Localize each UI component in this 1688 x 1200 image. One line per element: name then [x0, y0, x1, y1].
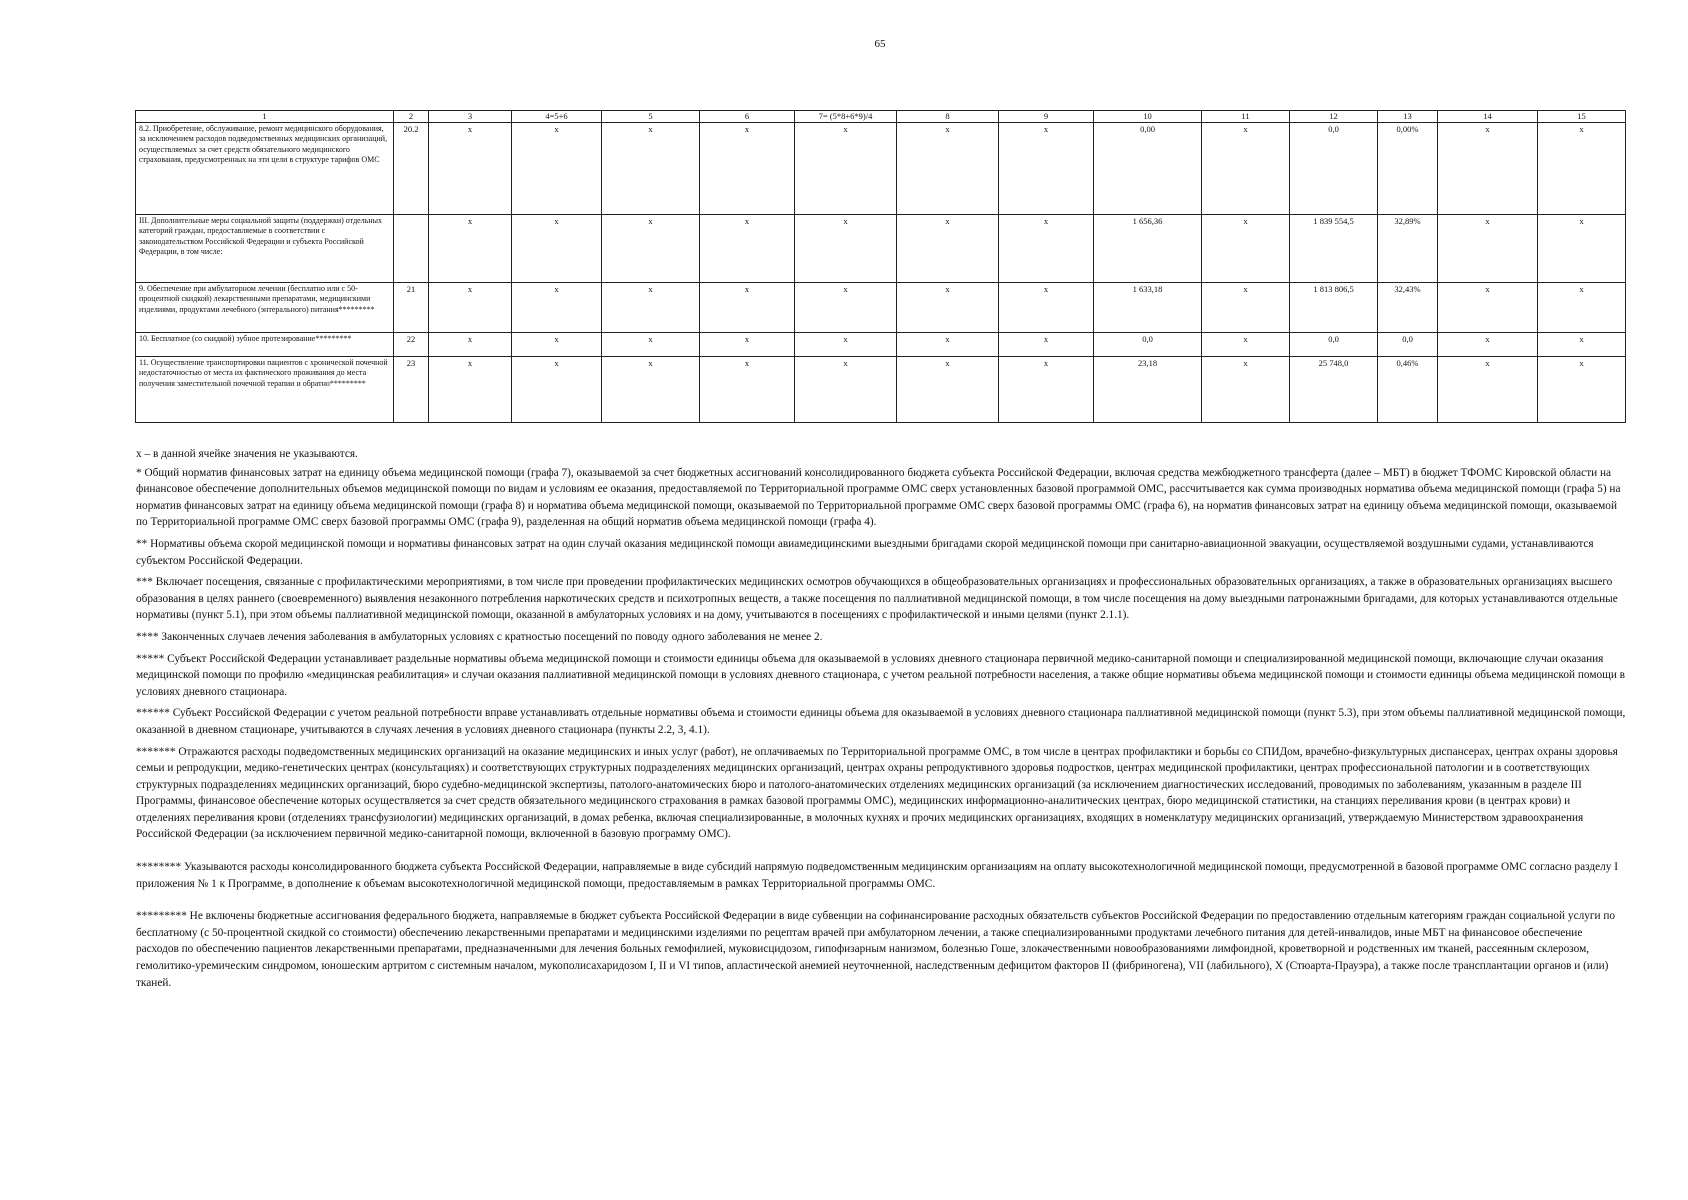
table-cell: х: [897, 214, 999, 282]
table-cell: х: [1538, 122, 1626, 214]
table-cell: 0,00: [1094, 122, 1202, 214]
row-name-cell: 11. Осуществление транспортировки пациентов с хронической почечной недостаточностью от места их фактического проживания до места получения заместительной почечной терапии и обратно*********: [136, 356, 394, 422]
table-row: [136, 214, 1626, 282]
column-header: 14: [1438, 111, 1538, 123]
column-header: 11: [1202, 111, 1290, 123]
column-header: 2: [394, 111, 429, 123]
table-cell: х: [1538, 282, 1626, 332]
footnote-1: * Общий норматив финансовых затрат на единицу объема медицинской помощи (графа 7), оказываемой за счет бюджетных ассигнований консолидированного бюджета субъекта Российской Федерации, включая средства межбюджетного трансферта (далее – МБТ) в бюджет ТФОМС Кировской области на финансовое обеспечение дополнительных объемов медицинской помощи по видам и условиям ее оказания, предоставляемой по Территориальной программе ОМС сверх установленных базовой программой ОМС, рассчитывается как сумма производных норматива объема медицинской помощи (графа 5) на норматив финансовых затрат на единицу объема медицинской помощи (графа 8) и норматива объема медицинской помощи, оказываемой по Территориальной программе ОМС сверх базовой программы ОМС (графа 6), на норматив финансовых затрат на единицу объема медицинской помощи, оказываемой по Территориальной программе ОМС сверх базовой программы ОМС (графа 9), разделенная на общий норматив объема медицинской помощи (графа 4).: [136, 466, 1621, 529]
table-cell: х: [999, 282, 1094, 332]
table-cell: х: [429, 214, 512, 282]
footnote-6: ****** Субъект Российской Федерации с учетом реальной потребности вправе устанавливать отдельные нормативы объема и стоимости единицы объема для оказываемой в условиях дневного стационара паллиативной медицинской помощи (пункт 5.3), при этом объемы паллиативной медицинской помощи, оказанной в дневном стационаре, учитываются в случаях лечения в условиях дневного стационара (пункты 2.2, 3, 4.1).: [136, 707, 1626, 736]
footnote-9: ********* Не включены бюджетные ассигнования федерального бюджета, направляемые в бюджет субъекта Российской Федерации в виде субвенции на софинансирование расходных обязательств субъектов Российской Федерации по предоставлению отдельным категориям граждан социальной услуги по бесплатному (с 50-процентной скидкой со стоимости) обеспечению лекарственными препаратами и медицинскими изделиями по рецептам врачей при амбулаторном лечении, а также специализированными продуктами лечебного питания для детей-инвалидов, иные МБТ на финансовое обеспечение расходов по обеспечению пациентов лекарственными препаратами, предназначенными для лечения больных гемофилией, муковисцидозом, гипофизарным нанизмом, болезнью Гоше, злокачественными новообразованиями лимфоидной, кроветворной и родственных им тканей, рассеянным склерозом, гемолитико-уремическим синдромом, юношеским артритом с системным началом, мукополисахаридозом I, II и VI типов, апластической анемией неуточненной, наследственным дефицитом факторов II (фибриногена), VII (лабильного), X (Стюарта-Прауэра), а также после трансплантации органов и (или) тканей.: [136, 910, 1616, 989]
table-cell: х: [429, 282, 512, 332]
footnote-4: **** Законченных случаев лечения заболевания в амбулаторных условиях с кратностью посещений по поводу одного заболевания не менее 2.: [136, 630, 823, 643]
table-cell: х: [999, 332, 1094, 356]
column-header: 15: [1538, 111, 1626, 123]
table-cell: 0,0: [1094, 332, 1202, 356]
table-cell: 1 633,18: [1094, 282, 1202, 332]
table-cell: х: [999, 122, 1094, 214]
table-cell: х: [512, 332, 602, 356]
table-row: [136, 122, 1626, 214]
table-cell: х: [700, 356, 795, 422]
row-name-cell: 9. Обеспечение при амбулаторном лечении (бесплатно или с 50-процентной скидкой) лекарственными препаратами, медицинскими изделиями, продуктами лечебного (энтерального) питания*********: [136, 282, 394, 332]
table-cell: 25 748,0: [1290, 356, 1378, 422]
footnote-x-legend: х – в данной ячейке значения не указываются.: [136, 448, 358, 460]
table-cell: [394, 214, 429, 282]
table-cell: 22: [394, 332, 429, 356]
table-cell: 0,46%: [1378, 356, 1438, 422]
column-header: 8: [897, 111, 999, 123]
table-cell: х: [1202, 332, 1290, 356]
table-cell: х: [897, 282, 999, 332]
column-header: 12: [1290, 111, 1378, 123]
table-cell: х: [700, 332, 795, 356]
table-row: [136, 356, 1626, 422]
table-cell: х: [1438, 214, 1538, 282]
table-cell: 0,0: [1290, 332, 1378, 356]
table-cell: 0,0: [1378, 332, 1438, 356]
table-cell: х: [700, 282, 795, 332]
table-cell: х: [429, 332, 512, 356]
table-cell: х: [999, 356, 1094, 422]
table-cell: 32,89%: [1378, 214, 1438, 282]
table-cell: х: [795, 282, 897, 332]
table-cell: х: [429, 356, 512, 422]
table-cell: х: [1438, 122, 1538, 214]
table-cell: х: [795, 356, 897, 422]
table-cell: 21: [394, 282, 429, 332]
table-cell: х: [512, 122, 602, 214]
table-cell: 1 839 554,5: [1290, 214, 1378, 282]
table-cell: х: [1538, 332, 1626, 356]
row-name-cell: 8.2. Приобретение, обслуживание, ремонт медицинского оборудования, за исключением расходов подведомственных медицинских организаций, осуществляемых за счет средств обязательного медицинского страхования, предусмотренных на эти цели в структуре тарифов ОМС: [136, 122, 394, 214]
footnote-2: ** Нормативы объема скорой медицинской помощи и нормативы финансовых затрат на один случай оказания медицинской помощи авиамедицинскими выездными бригадами скорой медицинской помощи при санитарно-авиационной эвакуации, осуществляемой воздушными судами, устанавливаются субъектом Российской Федерации.: [136, 537, 1594, 567]
table-cell: 0,00%: [1378, 122, 1438, 214]
table-cell: х: [897, 356, 999, 422]
page-number: 65: [874, 38, 886, 50]
table-cell: х: [602, 282, 700, 332]
table-cell: х: [999, 214, 1094, 282]
column-header: 6: [700, 111, 795, 123]
table-cell: х: [1202, 356, 1290, 422]
table-cell: х: [429, 122, 512, 214]
table-cell: х: [1438, 282, 1538, 332]
column-header: 5: [602, 111, 700, 123]
column-header: 9: [999, 111, 1094, 123]
table-cell: х: [897, 332, 999, 356]
table-cell: х: [795, 214, 897, 282]
column-header: 4=5+6: [512, 111, 602, 123]
table-cell: 23,18: [1094, 356, 1202, 422]
table-cell: 1 813 806,5: [1290, 282, 1378, 332]
row-name-cell: III. Дополнительные меры социальной защиты (поддержки) отдельных категорий граждан, предоставляемые в соответствии с законодательством Российской Федерации и субъекта Российской Федерации, в том числе:: [136, 214, 394, 282]
row-name-cell: 10. Бесплатное (со скидкой) зубное протезирование*********: [136, 332, 394, 356]
table-row: [136, 332, 1626, 356]
table-cell: х: [795, 332, 897, 356]
table-cell: х: [1438, 356, 1538, 422]
table-cell: х: [1438, 332, 1538, 356]
table-cell: 23: [394, 356, 429, 422]
column-header: 13: [1378, 111, 1438, 123]
table-cell: х: [795, 122, 897, 214]
footnote-5: ***** Субъект Российской Федерации устанавливает раздельные нормативы объема медицинской помощи и стоимости единицы объема для оказываемой в условиях дневного стационара первичной медико-санитарной помощи и специализированной медицинской помощи, включающие случаи оказания медицинской помощи по профилю «медицинская реабилитация» и случаи оказания паллиативной медицинской помощи в условиях дневного стационара, с учетом реальной потребности населения, а также общие нормативы объема медицинской помощи и стоимости единицы объема медицинской помощи в условиях дневного стационара.: [136, 652, 1626, 698]
column-header: 1: [136, 111, 394, 123]
table-cell: х: [512, 282, 602, 332]
column-header: 3: [429, 111, 512, 123]
table-cell: х: [1202, 122, 1290, 214]
footnote-8: ******** Указываются расходы консолидированного бюджета субъекта Российской Федерации, направляемые в виде субсидий напрямую подведомственным медицинским организациям на оплату высокотехнологичной медицинской помощи, предусмотренной в базовой программе ОМС согласно разделу I приложения № 1 к Программе, в дополнение к объемам высокотехнологичной медицинской помощи, предоставляемым в рамках Территориальной программы ОМС.: [136, 861, 1618, 890]
table-cell: 1 656,36: [1094, 214, 1202, 282]
column-header: 10: [1094, 111, 1202, 123]
financing-table: [135, 110, 1626, 423]
table-cell: х: [602, 356, 700, 422]
table-cell: х: [1538, 214, 1626, 282]
table-cell: х: [897, 122, 999, 214]
table-cell: х: [602, 214, 700, 282]
table-row: [136, 282, 1626, 332]
table-cell: х: [602, 332, 700, 356]
table-cell: х: [1202, 214, 1290, 282]
footnote-7: ******* Отражаются расходы подведомственных медицинских организаций на оказание медицинских и иных услуг (работ), не оплачиваемых по Территориальной программе ОМС, в том числе в центрах профилактики и борьбы со СПИДом, врачебно-физкультурных диспансерах, центрах охраны здоровья семьи и репродукции, медико-генетических центрах (консультациях) и соответствующих структурных подразделениях медицинских организаций, центрах охраны репродуктивного здоровья подростков, центрах медицинской профилактики, центрах профессиональной патологии и в соответствующих структурных подразделениях медицинских организаций, бюро судебно-медицинской экспертизы, патолого-анатомических бюро и патолого-анатомических отделениях медицинских организаций (за исключением диагностических исследований, проводимых по заболеваниям, указанным в разделе III Программы, финансовое обеспечение которых осуществляется за счет средств обязательного медицинского страхования в рамках базовой программы ОМС), медицинских информационно-аналитических центрах, бюро медицинской статистики, на станциях переливания крови (в центрах крови) и отделениях переливания крови (отделениях трансфузиологии) медицинских организаций, в домах ребенка, включая специализированные, в молочных кухнях и прочих медицинских организациях, входящих в номенклатуру медицинских организаций, утверждаемую Министерством здравоохранения Российской Федерации (за исключением первичной медико-санитарной помощи, включенной в базовую программу ОМС).: [136, 745, 1618, 841]
table-cell: х: [700, 214, 795, 282]
table-cell: х: [1538, 356, 1626, 422]
table-cell: х: [700, 122, 795, 214]
column-header: 7= (5*8+6*9)/4: [795, 111, 897, 123]
footnote-3: *** Включает посещения, связанные с профилактическими мероприятиями, в том числе при проведении профилактических медицинских осмотров обучающихся в общеобразовательных организациях и профессиональных образовательных организациях, а также в образовательных организациях высшего образования в целях раннего (своевременного) выявления незаконного потребления наркотических средств и психотропных веществ, а также посещения по паллиативной медицинской помощи, в том числе посещения на дому выездными патронажными бригадами, для которых устанавливаются отдельные нормативы (пункт 5.1), при этом объемы паллиативной медицинской помощи, оказанной в амбулаторных условиях и на дому, учитываются в посещениях с профилактической и иными целями (пункт 2.1.1).: [136, 576, 1618, 622]
table-cell: х: [512, 356, 602, 422]
table-cell: 32,43%: [1378, 282, 1438, 332]
table-cell: х: [602, 122, 700, 214]
table-cell: х: [1202, 282, 1290, 332]
table-cell: х: [512, 214, 602, 282]
table-header-row: [136, 111, 1626, 123]
footnotes: [136, 446, 1626, 996]
table-cell: 0,0: [1290, 122, 1378, 214]
table-cell: 20.2: [394, 122, 429, 214]
